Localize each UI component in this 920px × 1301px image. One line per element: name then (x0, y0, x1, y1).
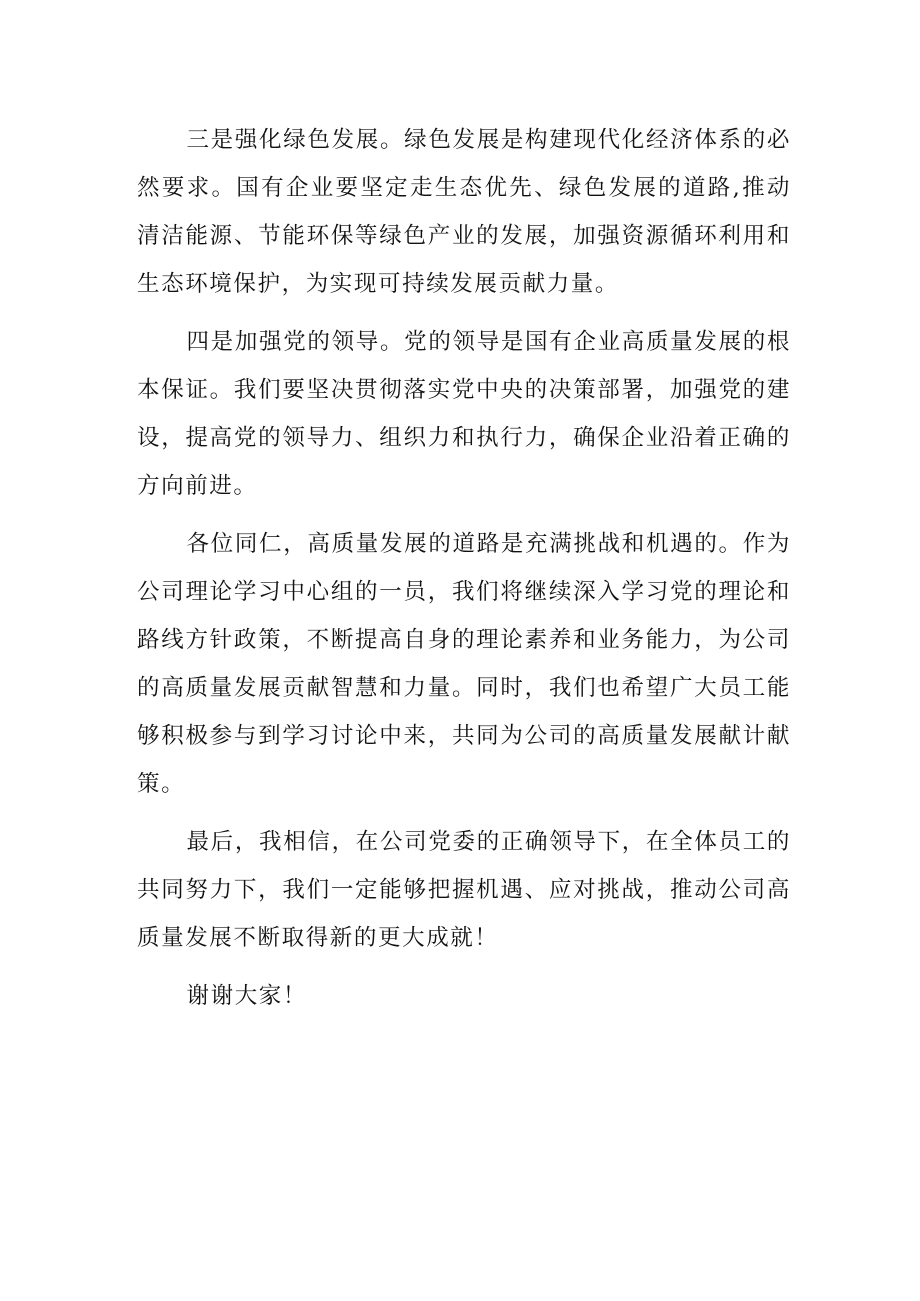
paragraph-green-development: 三是强化绿色发展。绿色发展是构建现代化经济体系的必然要求。国有企业要坚定走生态优先、绿色发展的道路,推动清洁能源、节能环保等绿色产业的发展，加强资源循环利用和生态环境保护，为实现可持续发展贡献力量。 (137, 127, 791, 297)
paragraph-party-leadership: 四是加强党的领导。党的领导是国有企业高质量发展的根本保证。我们要坚决贯彻落实党中央的决策部署，加强党的建设，提高党的领导力、组织力和执行力，确保企业沿着正确的方向前进。 (137, 329, 791, 499)
paragraph-colleagues: 各位同仁，高质量发展的道路是充满挑战和机遇的。作为公司理论学习中心组的一员，我们将继续深入学习党的理论和路线方针政策，不断提高自身的理论素养和业务能力，为公司的高质量发展贡献智慧和力量。同时，我们也希望广大员工能够积极参与到学习讨论中来，共同为公司的高质量发展献计献策。 (137, 531, 791, 797)
paragraph-conclusion: 最后，我相信，在公司党委的正确领导下，在全体员工的共同努力下，我们一定能够把握机遇、应对挑战，推动公司高质量发展不断取得新的更大成就！ (137, 829, 791, 951)
document-body (137, 116, 791, 1030)
paragraph-thanks: 谢谢大家！ (186, 983, 308, 1009)
